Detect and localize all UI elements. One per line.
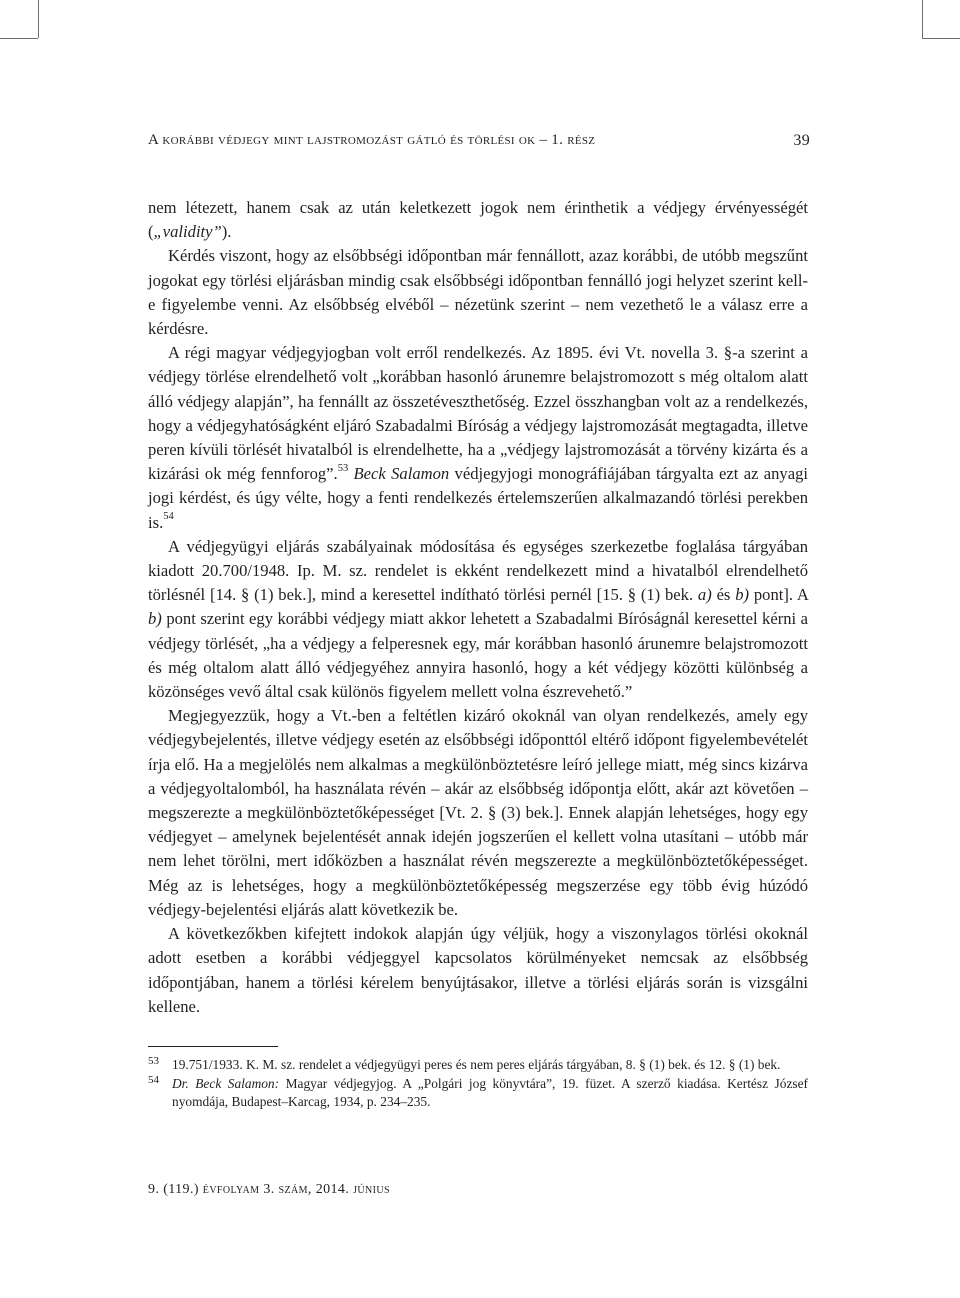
p4-italic-a: a) bbox=[697, 585, 712, 605]
p4-italic-b: b) bbox=[735, 585, 750, 605]
p4-text-a: A védjegyügyi eljárás szabályainak módosítása és egységes szerkezetbe foglalása tárgyában kiadott 20.700/1948. Ip. M. sz. rendelet is ekként rendelkezett mind a hivatalból elrendelhető törlésnél [14. § (1) bek.], mind a keresettel indítható törlési pernél [15. § (1) bek. bbox=[148, 536, 808, 605]
footnote-53 bbox=[148, 1056, 808, 1075]
p1-text: nem létezett, hanem csak az után keletkezett jogok nem érinthetik a védjegy érvényességét ( bbox=[148, 198, 808, 242]
p1-end: ). bbox=[221, 222, 232, 242]
crop-mark-top-left-v bbox=[38, 0, 39, 38]
footnote-number: 54 bbox=[148, 1073, 159, 1086]
crop-mark-top-left-h bbox=[0, 38, 38, 39]
footnote-text: Magyar védjegyjog. A „Polgári jog könyvtára”, 19. füzet. A szerző kiadása. Kertész József nyomdája, Budapest–Karcag, 1934, p. 234–235. bbox=[172, 1075, 808, 1110]
paragraph-1 bbox=[148, 196, 808, 244]
footnote-text: 19.751/1933. K. M. sz. rendelet a védjegyügyi peres és nem peres eljárás tárgyában, 8. § (1) bek. és 12. § (1) bek. bbox=[172, 1057, 781, 1072]
footnote-ref-54: 54 bbox=[163, 511, 174, 523]
crop-mark-top-right-v bbox=[922, 0, 923, 38]
footnote-number: 53 bbox=[148, 1055, 159, 1067]
p3-text-c: védjegyjogi monográfiájában tárgyalta ezt az anyagi jogi kérdést, és úgy vélte, hogy a fenti rendelkezés értelemszerűen alkalmazandó törlési perekben is. bbox=[148, 464, 808, 532]
running-header bbox=[148, 132, 812, 154]
p4-and: és bbox=[716, 585, 731, 605]
footnote-author: Dr. Beck Salamon: bbox=[172, 1075, 280, 1091]
footnotes bbox=[148, 1056, 808, 1112]
p4-text-c: pont szerint egy korábbi védjegy miatt akkor lehetett a Szabadalmi Bíróságnál keresettel kérni a védjegy törlését, „ha a védjegy a felperesnek egy, már korábban hasonló árunemre belajstromozott és még oltalom alatt álló védjegyéhez annyira hasonló, hogy a két védjegy közötti különbség a közönséges vevő által csak különös figyelem mellett volna észrevehető.” bbox=[148, 609, 808, 702]
footnote-54 bbox=[148, 1075, 808, 1112]
footnote-ref-53: 53 bbox=[337, 462, 349, 474]
page-footer: 9. (119.) évfolyam 3. szám, 2014. június bbox=[148, 1182, 390, 1197]
paragraph-3 bbox=[148, 341, 808, 535]
p3-author-italic: Beck Salamon bbox=[353, 464, 450, 484]
paragraph-6: A következőkben kifejtett indokok alapján úgy véljük, hogy a viszonylagos törlési okoknál adott esetben a korábbi védjeggyel kapcsolatos körülményeket nemcsak az elsőbbség időpontjában, hanem a törlési kérelem benyújtásakor, illetve a törlési eljárás során is vizsgálni kellene. bbox=[148, 924, 808, 1016]
crop-mark-top-right-h bbox=[922, 38, 960, 39]
main-text bbox=[148, 196, 808, 1019]
p3-text-a: A régi magyar védjegyjogban volt erről rendelkezés. Az 1895. évi Vt. novella 3. §-a szerint a védjegy törlése elrendelhető volt „korábban hasonló árunemre belajstromozott s még oltalom alatt álló védjegy alapján”, ha fennállt az összetéveszthetőség. Ezzel összhangban volt az a rendelkezés, hogy a védjegyhatóságként eljáró Szabadalmi Bíróság a védjegy lajstromozását megtagadta, illetve peren kívüli törlését hivatalból is elrendelhette, ha a „védjegy lajstromozását a törvény kizárta és a kizárási ok még fennforog”. bbox=[148, 343, 808, 484]
footnote-separator bbox=[148, 1046, 278, 1047]
paragraph-5: Megjegyezzük, hogy a Vt.-ben a feltétlen kizáró okoknál van olyan rendelkezés, amely egy védjegybejelentés, illetve védjegy esetén az elsőbbségi időponttól eltérő időpont figyelembevételét írja elő. Ha a megjelölés nem alkalmas a megkülönböztetésre leíró jellege miatt, még sincs kizárva a védjegyoltalomból, ha használata révén – akár az elsőbbség időpontja előtt, akár azt követően – megszerezte a megkülönböztetőképességet [Vt. 2. § (3) bek.]. Ennek alapján lehetséges, hogy egy védjegyet – amelynek bejelentését annak idején jogszerűen el kellett volna utasítani – utóbb már nem lehet törölni, mert időközben a használat révén megszerezte a megkülönböztetőképességet. Még az is lehetséges, hogy a megkülönböztetőképesség megszerzése egy több évig húzódó védjegy-bejelentési eljárás alatt következik be. bbox=[148, 706, 808, 919]
p4-italic-b2: b) bbox=[148, 609, 162, 629]
running-title: A korábbi védjegy mint lajstromozást gátló és törlési ok – 1. rész bbox=[148, 132, 596, 148]
p4-pont: pont]. A bbox=[753, 585, 808, 605]
page-number: 39 bbox=[793, 132, 810, 149]
p1-italic: „validity” bbox=[153, 222, 222, 242]
paragraph-2: Kérdés viszont, hogy az elsőbbségi időpontban már fennállott, azaz korábbi, de utóbb megszűnt jogokat egy törlési eljárásban mindig csak elsőbbségi időpontban fennálló jogi helyzet szerint kell-e figyelembe venni. Az elsőbbség elvéből – nézetünk szerint – nem vezethető le a válasz erre a kérdésre. bbox=[148, 246, 808, 339]
paragraph-4 bbox=[148, 535, 808, 704]
